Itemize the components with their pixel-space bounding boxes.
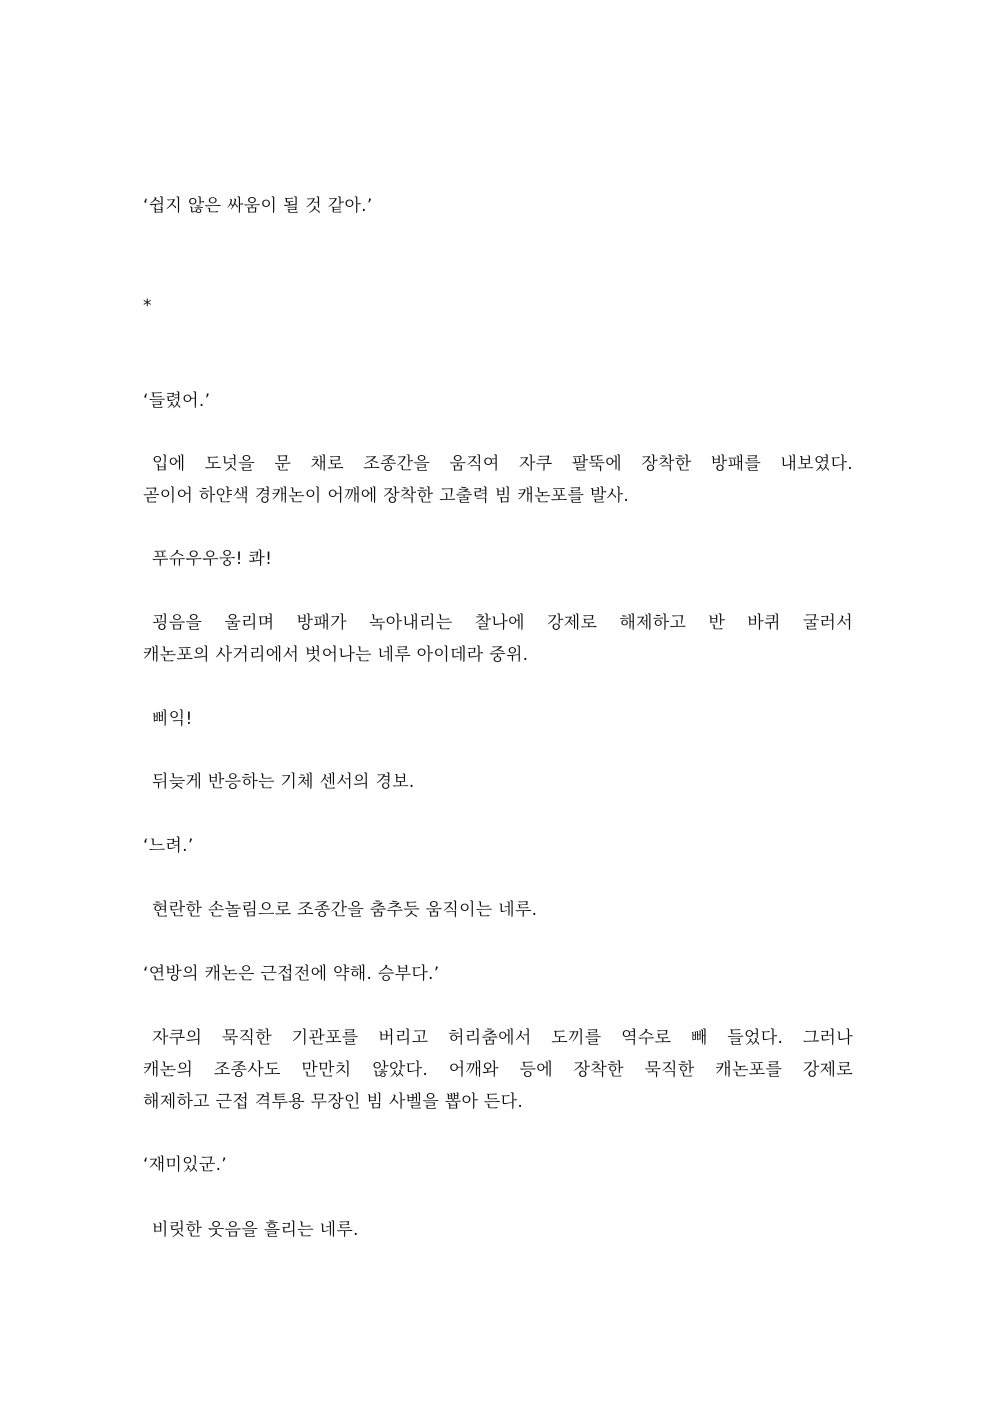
- narration-line: 캐논포의 사거리에서 벗어나는 네루 아이데라 중위.: [143, 645, 529, 665]
- sound-effect-line: 삐익!: [152, 709, 193, 729]
- narration-line: 캐논의 조종사도 만만치 않았다. 어깨와 등에 장착한 묵직한 캐논포를 강제로: [143, 1060, 853, 1080]
- thought-line: ‘쉽지 않은 싸움이 될 것 같아.’: [143, 196, 373, 216]
- narration-line: 뒤늦게 반응하는 기체 센서의 경보.: [152, 772, 415, 792]
- narration-line: 곧이어 하얀색 경캐논이 어깨에 장착한 고출력 빔 캐논포를 발사.: [143, 486, 630, 506]
- thought-line: ‘느려.’: [143, 836, 194, 856]
- narration-line: 현란한 손놀림으로 조종간을 춤추듯 움직이는 네루.: [152, 900, 538, 920]
- narration-line: 굉음을 울리며 방패가 녹아내리는 찰나에 강제로 해제하고 반 바퀴 굴러서: [152, 613, 853, 633]
- scene-separator: *: [143, 296, 152, 316]
- sound-effect-line: 푸슈우우웅! 콰!: [152, 549, 273, 569]
- narration-line: 비릿한 웃음을 흘리는 네루.: [152, 1220, 359, 1240]
- narration-line: 해제하고 근접 격투용 무장인 빔 사벨을 뽑아 든다.: [143, 1092, 524, 1112]
- thought-line: ‘들렸어.’: [143, 391, 211, 411]
- thought-line: ‘재미있군.’: [143, 1155, 227, 1175]
- thought-line: ‘연방의 캐논은 근접전에 약해. 승부다.’: [143, 964, 440, 984]
- narration-line: 입에 도넛을 문 채로 조종간을 움직여 자쿠 팔뚝에 장착한 방패를 내보였다.: [152, 454, 853, 474]
- narration-line: 자쿠의 묵직한 기관포를 버리고 허리춤에서 도끼를 역수로 빼 들었다. 그러나: [152, 1028, 853, 1048]
